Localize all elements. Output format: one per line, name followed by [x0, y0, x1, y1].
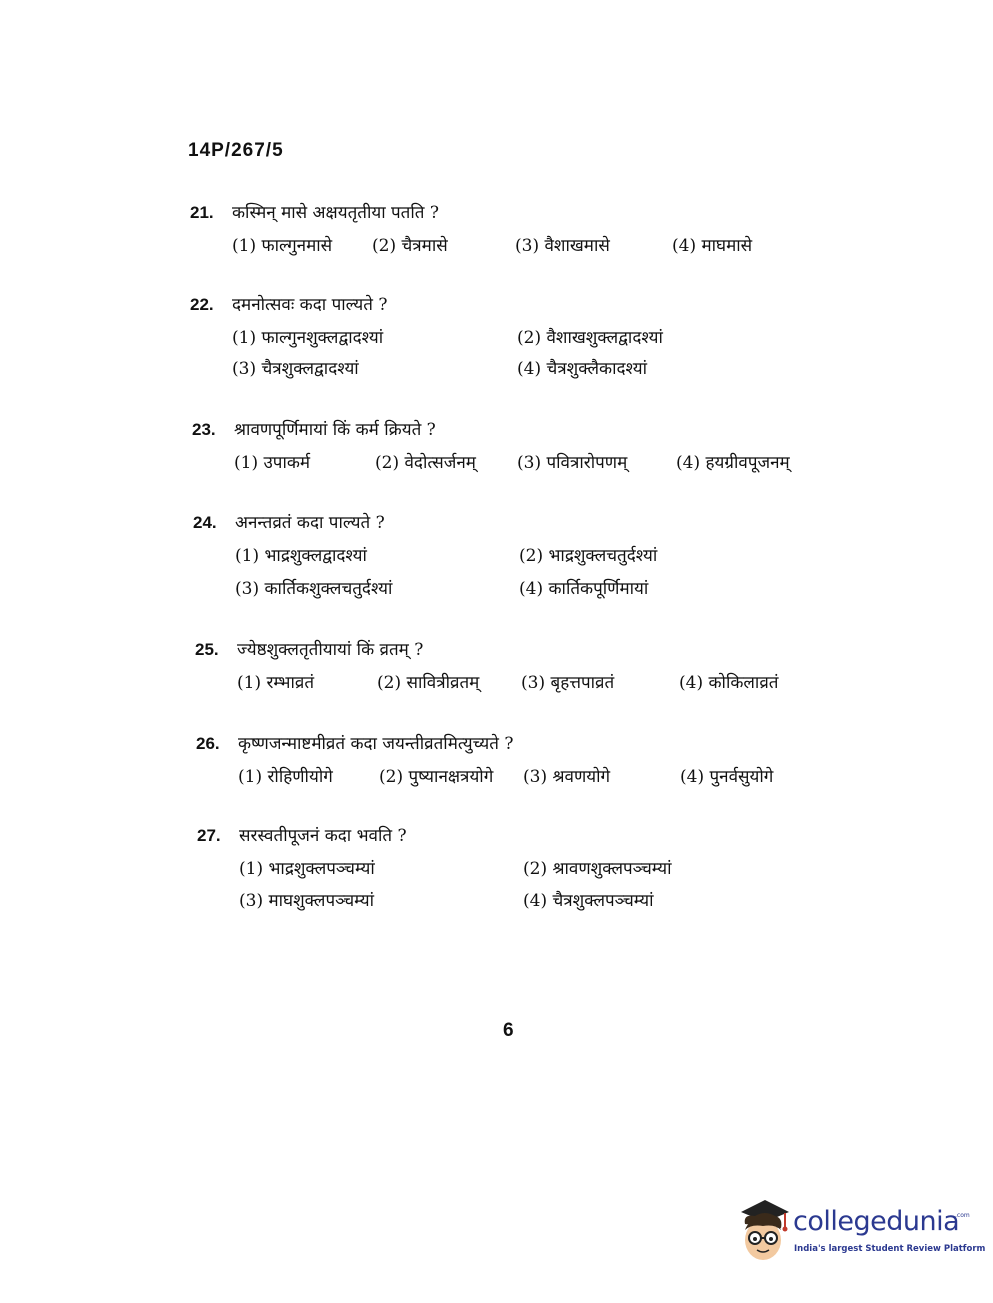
question-27: [197, 823, 672, 916]
question-text: श्रावणपूर्णिमायां किं कर्म क्रियते ?: [234, 420, 436, 440]
option-4: (4) पुनर्वसुयोगे: [680, 767, 774, 787]
option-1: (1) भाद्रशुक्लपञ्चम्यां: [239, 859, 375, 879]
question-text: कृष्णजन्माष्टमीव्रतं कदा जयन्तीव्रतमित्युच्यते ?: [238, 734, 514, 754]
option-3: (3) श्रवणयोगे: [523, 767, 611, 787]
option-2: (2) चैत्रमासे: [372, 236, 448, 256]
question-26: [196, 731, 774, 788]
option-2: (2) पुष्यानक्षत्रयोगे: [379, 767, 494, 787]
option-3: (3) माघशुक्लपञ्चम्यां: [239, 891, 374, 911]
option-1: (1) फाल्गुनशुक्लद्वादश्यां: [232, 328, 384, 348]
question-number: 23.: [192, 420, 216, 439]
student-mascot-icon: [735, 1198, 793, 1270]
brand-domain: .com: [955, 1212, 970, 1219]
option-4: (4) चैत्रशुक्लैकादश्यां: [517, 359, 647, 379]
option-2: (2) सावित्रीव्रतम्: [377, 673, 480, 693]
option-4: (4) माघमासे: [672, 236, 753, 256]
question-number: 22.: [190, 295, 214, 314]
option-3: (3) चैत्रशुक्लद्वादश्यां: [232, 359, 359, 379]
question-number: 27.: [197, 826, 221, 845]
option-4: (4) कोकिलाव्रतं: [679, 673, 779, 693]
page-number: 6: [503, 1020, 514, 1041]
question-25: [195, 637, 779, 694]
question-text: अनन्तव्रतं कदा पाल्यते ?: [235, 513, 385, 533]
question-21: [190, 200, 753, 257]
option-3: (3) वैशाखमासे: [515, 236, 610, 256]
question-22: [190, 292, 663, 385]
option-3: (3) बृहत्तपाव्रतं: [521, 673, 615, 693]
option-3: (3) पवित्रारोपणम्: [517, 453, 628, 473]
option-4: (4) हयग्रीवपूजनम्: [676, 453, 790, 473]
option-2: (2) भाद्रशुक्लचतुर्दश्यां: [519, 546, 658, 566]
question-text: सरस्वतीपूजनं कदा भवति ?: [239, 826, 407, 846]
option-2: (2) वेदोत्सर्जनम्: [375, 453, 476, 473]
question-number: 24.: [193, 513, 217, 532]
question-text: दमनोत्सवः कदा पाल्यते ?: [232, 295, 388, 315]
option-1: (1) रोहिणीयोगे: [238, 767, 333, 787]
question-text: ज्येष्ठशुक्लतृतीयायां किं व्रतम् ?: [237, 640, 424, 660]
question-23: [192, 417, 790, 474]
option-2: (2) श्रावणशुक्लपञ्चम्यां: [523, 859, 672, 879]
question-text: कस्मिन् मासे अक्षयतृतीया पतति ?: [232, 203, 439, 223]
option-1: (1) रम्भाव्रतं: [237, 673, 315, 693]
question-number: 21.: [190, 203, 214, 222]
question-24: [193, 510, 658, 603]
collegedunia-watermark: [735, 1198, 986, 1270]
option-4: (4) कार्तिकपूर्णिमायां: [519, 579, 649, 599]
option-1: (1) भाद्रशुक्लद्वादश्यां: [235, 546, 367, 566]
brand-tagline: India's largest Student Review Platform: [794, 1244, 986, 1254]
brand-name: collegedunia: [793, 1206, 960, 1237]
paper-code: 14P/267/5: [188, 140, 284, 161]
option-4: (4) चैत्रशुक्लपञ्चम्यां: [523, 891, 654, 911]
option-1: (1) उपाकर्म: [234, 453, 311, 473]
option-3: (3) कार्तिकशुक्लचतुर्दश्यां: [235, 579, 393, 599]
option-2: (2) वैशाखशुक्लद्वादश्यां: [517, 328, 663, 348]
question-number: 26.: [196, 734, 220, 753]
option-1: (1) फाल्गुनमासे: [232, 236, 333, 256]
question-number: 25.: [195, 640, 219, 659]
